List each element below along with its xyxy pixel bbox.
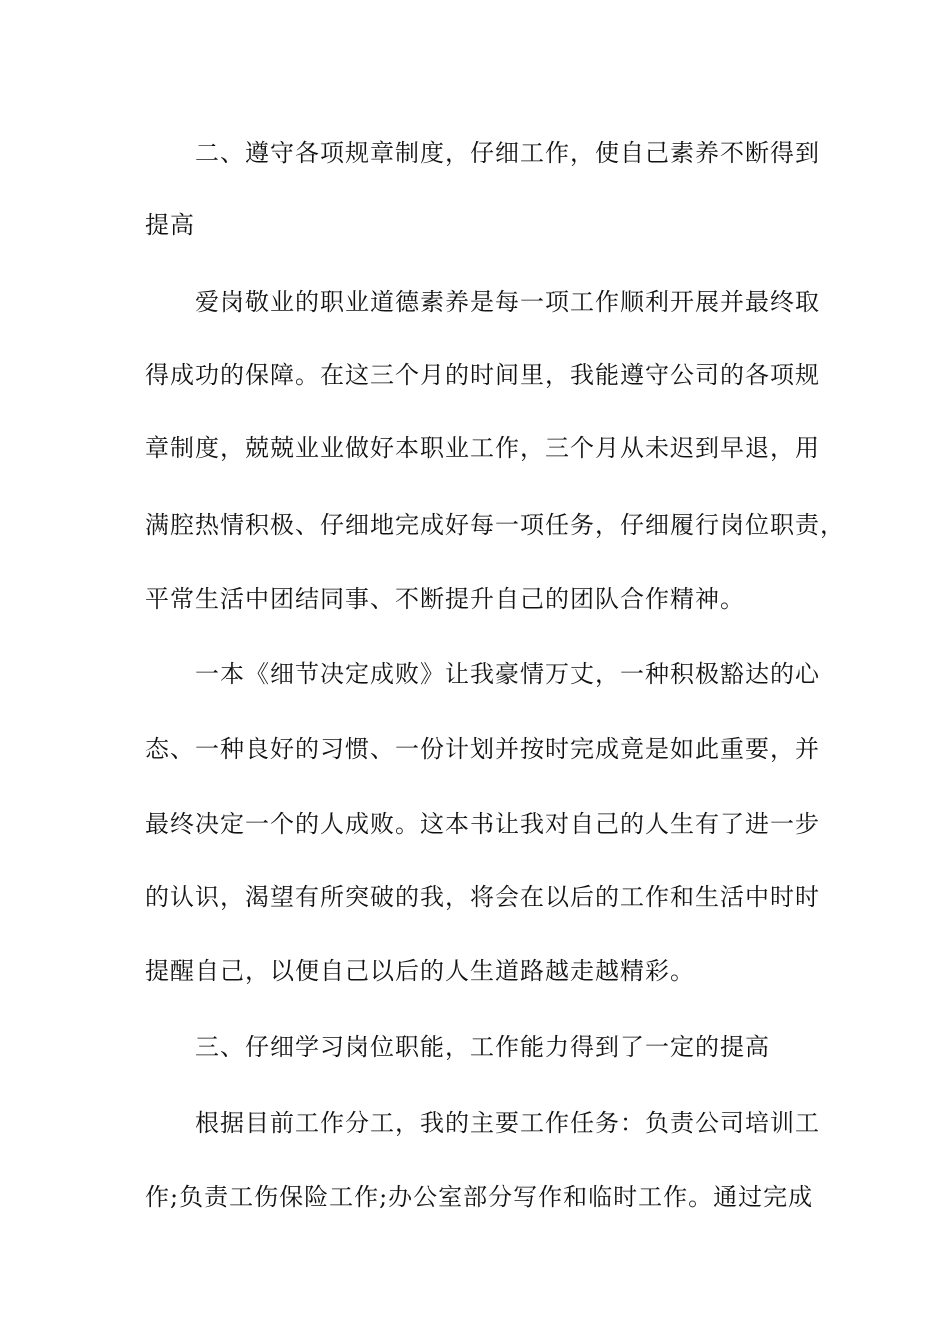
paragraph-line: 得成功的保障。在这三个月的时间里，我能遵守公司的各项规 xyxy=(145,361,820,389)
heading-section-2-cont: 提高 xyxy=(145,211,195,239)
paragraph-line: 一本《细节决定成败》让我豪情万丈，一种积极豁达的心 xyxy=(195,660,820,688)
paragraph-line: 爱岗敬业的职业道德素养是每一项工作顺利开展并最终取 xyxy=(195,288,820,316)
paragraph-line: 作;负责工伤保险工作;办公室部分写作和临时工作。通过完成 xyxy=(145,1183,814,1211)
heading-section-3: 三、仔细学习岗位职能，工作能力得到了一定的提高 xyxy=(195,1033,770,1061)
paragraph-line: 根据目前工作分工，我的主要工作任务：负责公司培训工 xyxy=(195,1109,820,1137)
paragraph-line: 态、一种良好的习惯、一份计划并按时完成竟是如此重要，并 xyxy=(145,735,820,763)
paragraph-line: 满腔热情积极、仔细地完成好每一项任务，仔细履行岗位职责， xyxy=(145,511,845,539)
paragraph-line: 提醒自己，以便自己以后的人生道路越走越精彩。 xyxy=(145,957,695,985)
paragraph-line: 最终决定一个的人成败。这本书让我对自己的人生有了进一步 xyxy=(145,810,820,838)
heading-section-2: 二、遵守各项规章制度，仔细工作，使自己素养不断得到 xyxy=(195,139,820,167)
paragraph-line: 平常生活中团结同事、不断提升自己的团队合作精神。 xyxy=(145,585,745,613)
paragraph-line: 的认识，渴望有所突破的我，将会在以后的工作和生活中时时 xyxy=(145,883,820,911)
paragraph-line: 章制度，兢兢业业做好本职业工作，三个月从未迟到早退，用 xyxy=(145,434,820,462)
